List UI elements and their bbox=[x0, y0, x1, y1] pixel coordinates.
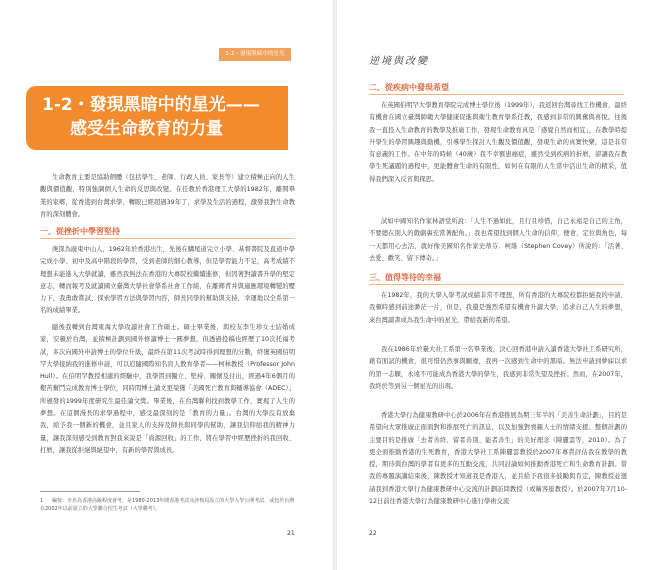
page-number-right: 22 bbox=[369, 530, 377, 537]
footnote-number: 1 bbox=[40, 498, 44, 504]
section-heading-3: 三、值得等待的幸福 bbox=[369, 273, 441, 282]
chapter-title-line2: 感受生命教育的力量 bbox=[70, 119, 223, 139]
footnote-text: 編按：全名為香港高級程度會考，是1980-2013年間香港考試及評核局設立的大學入學公開考試，或包於台灣在2002年以前設立的大學聯合招生考試（大學聯考）。 bbox=[40, 498, 295, 512]
section3-paragraph-2: 我在1986年於臺大社工系第一名畢業後，決心回香港申請入讀香港大學社工系研究所，藉有面試的機會，很可惜仍然事與願違，我再一次感到生命中的黑暗。無法申請到夢寐以求的第一志願，永遠不可能成為香港大學的學生，我感到非常失望及挫折。然而，在2007年，我終於等到另一個星光的出現。 bbox=[369, 346, 627, 390]
chapter-title-banner bbox=[26, 86, 288, 150]
running-head: 1-2・發現黑暗中的星光 bbox=[219, 48, 291, 61]
section2-paragraph-2: 試如中國知名作家林語堂所說：「人生不過如此，且行且珍惜，自己永遠是自己的主角，不要總在別人的戲劇裏充當著配角。」我也希望找到個人生命的信仰，便會、定位與角色，每一天都用心去活，就好像美國知名作家史蒂芬．柯維（Stephen Covey）所說的：「活著、去愛、歡笑、留下傳奇。」 bbox=[369, 218, 627, 262]
section1-paragraph-1: 庚深為廣東中山人，1962年於香港出生，先後在購尾道完立小學、基督書院及直道中學完成小學、初中及高中階段的學習，受到老師的細心教導，但是學習能力不足，高考成績不理想未能進入大學就讀，雖然我無法在香港的大專院校繼續進修，但因著對讀書升學的堅定意志，轉而報考及就讀國立臺灣大學社會學系社會工作組，在離鄉背井與適應環境轉變的壓力下，我勇敢嘗試、探索學習方法與學習內容，師長同學的幫助與支持，幸運地以全系第一名的成績畢業。 bbox=[40, 246, 295, 315]
chapter-title-line1: 1-2・發現黑暗中的星光—— bbox=[42, 95, 260, 115]
section-heading-1: 一、從挫折中學習堅持 bbox=[40, 227, 120, 236]
left-page bbox=[0, 0, 333, 570]
section-underline bbox=[369, 284, 624, 285]
page-number-left: 21 bbox=[287, 530, 295, 537]
calligraphy-stamp: 逆境與改變 bbox=[369, 56, 429, 67]
section2-paragraph-1: 在英國伯明罕大學教育學院完成博士學位後（1999年），我返回台灣尋找工作機會，最終有機會在國立臺灣師範大學健康促進與衛生教育學系任教，我感到非常的興奮與喜悅。往後我一直投入生命教育的教學及推廣工作，發現生命教育真是「感覺自然而相宜」，在教學時提升學生的學習興趣與動機，引導學生探討人生觀及價值觀，發現生命的真實快樂，這是非常有意義的工作。在中年的時候（40歲）我不幸罹患癌症，雖然受到疾病的折磨，卻讓我在教學生死議題的過程中，更能體會生命的有限性，如何在有限的人生當中活出生命的精采，值得我們深入反省與探思。 bbox=[369, 102, 627, 183]
section-underline bbox=[369, 94, 624, 95]
section3-paragraph-1: 在1982年，我的大學入學考試成績非常不理想，所有香港的大專院校都拒絕我的申請，我頓時感到前途渺茫一片，但是，我還是強烈希望有機會升讀大學，追求自己人生的夢想，來台灣讀書成為我生命中的星光，帶給我新的希望。 bbox=[369, 292, 627, 324]
section3-paragraph-3: 香港大學行為健康教研中心於2006年在香港推展為期三年半的「美善生命計劃」，目的是希望向大眾推廣正面面對和推展死亡的訊息，以及加強對喪親人士的情緒支援。整個計劃的主要目的是推廣「去者善終、留者善別、能者善生」的美好理念（陳麗雲等，2010）。為了更全面推動香港的生死教育，香港大學社工系陳麗雲教授於2007年專責評估我在教學的教授，期待與台灣的學者有更多的互動交流，共同討論如何推動香港死亡和生命教育計劃。當我的專題演講結束後，陳教授才知道我是香港人，並且給予我很多鼓勵與肯定，陳教授並邀請我到香港大學行為健康教研中心交流的計劃訪問教授（或稱客座教授）。於2007年7月10-12日前往香港大學行為健康教研中心進行學術交流 bbox=[369, 412, 627, 506]
right-page bbox=[337, 0, 670, 570]
footnote bbox=[40, 497, 295, 513]
section1-paragraph-2: 隨後我轉到台灣東海大學攻讀社會工作碩士。碩士畢業後，與校友李生珍女士結婚成家，安頓於台灣，並積極計劃到國外修讀博士一圓夢想，但透過投稿也經歷了10次托福考試，多次向國外申請博士的學位升級，最終在第11次考試時得到理想的分數，終獲英國伯明罕大學接納我的進修申請，可以追隨國際知名盲人教育學者——柯林教授（Professor John Hull）。在伯明罕教授相處的經驗中，我學習到獨立、堅持、關懷及付出，經過4年6個月的艱苦奮鬥完成教育博士學位，同時間博士論文更榮獲「美國死亡教育與輔導協會（ADEC）」所頒發的1999年度研究生最佳論文獎。畢業後，在台灣聯利找到教學工作，實現了人生的夢想。在這個漫長的求學過程中，感受最深刻的是「教育的力量」。台灣的大學沒有放棄我，給予我一個新的機會，並且家人的支持及師長與同學的幫助，讓我信仰給我的精神力量，讓我深刻感受到教育對我來說是「資源回收」的工作，將在學習中經歷挫折的我回收、打磨，讓我從拒絕與絕望中，有新的學習與成長。 bbox=[40, 324, 295, 454]
section-heading-2: 二、從疾病中發現希望 bbox=[369, 83, 449, 92]
footnote-rule bbox=[40, 491, 140, 492]
intro-paragraph: 生命教育主要是協助個體（包括學生、老師、行政人員、家長等）建立積極正向的人生觀與價值觀，特別強調個人生命的反思與改變。在任教於香港理工大學的1982年，離開畢業的家鄉，從香港到台灣求學、轉眼已經超過39年了，求學及生活的過程，激發我對生命教育的深刻體會。 bbox=[40, 174, 295, 218]
section-underline bbox=[40, 238, 295, 239]
